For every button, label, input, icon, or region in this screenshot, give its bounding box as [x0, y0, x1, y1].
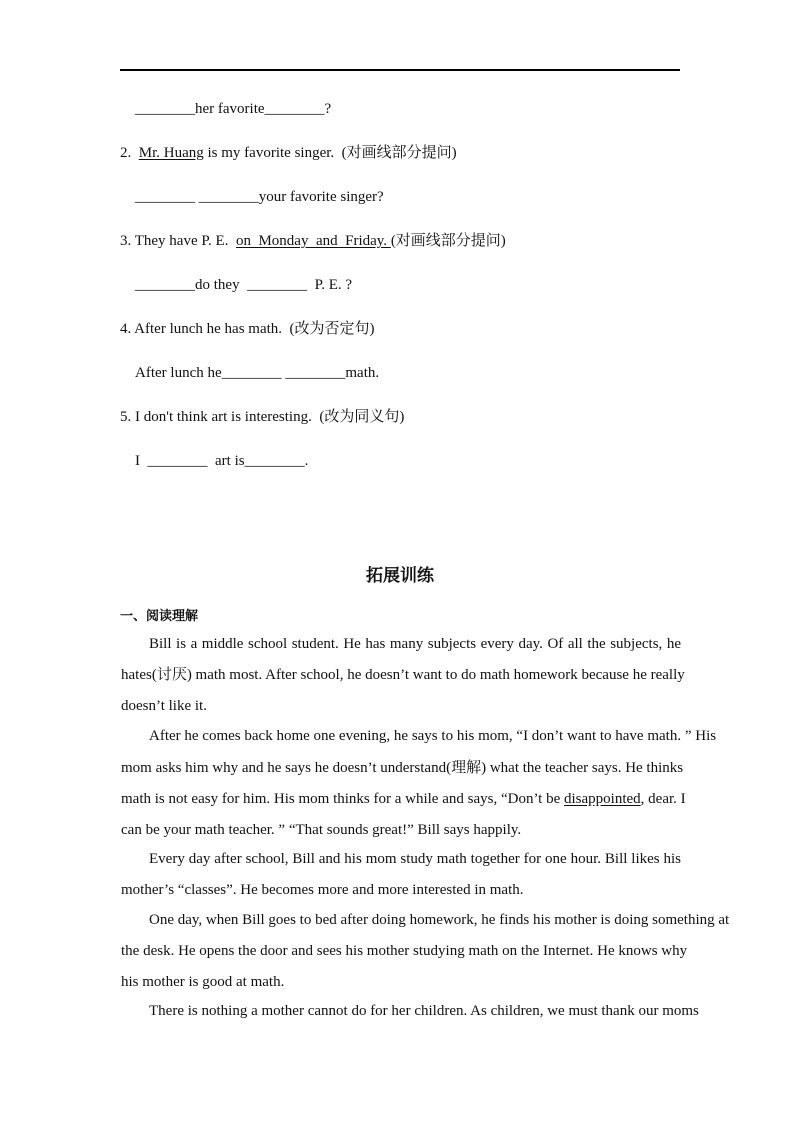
q5-hint: (改为同义句) — [319, 409, 405, 425]
q4-answer-line: After lunch he________ ________math. — [135, 365, 380, 381]
reading-line: One day, when Bill goes to bed after doing homework, he finds his mother is doing something at — [149, 912, 730, 928]
q5-text: 5. I don't think art is interesting. — [120, 409, 312, 425]
q2-number: 2. — [120, 145, 132, 161]
question-5 — [120, 407, 404, 427]
question-4 — [120, 319, 375, 339]
reading-line: mother’s “classes”. He becomes more and more interested in math. — [121, 882, 524, 898]
reading-line: Every day after school, Bill and his mom study math together for one hour. Bill likes his — [149, 851, 681, 867]
reading-line: hates(讨厌) math most. After school, he doesn’t want to do math homework because he really — [121, 667, 685, 683]
reading-line — [121, 789, 686, 809]
q2-text: is my favorite singer. — [203, 145, 335, 161]
reading-line: After he comes back home one evening, he says to his mom, “I don’t want to have math. ” His — [149, 728, 717, 744]
reading-line: can be your math teacher. ” “That sounds great!” Bill says happily. — [121, 822, 522, 838]
q5-answer-line: I ________ art is________. — [135, 453, 309, 469]
extension-title: 拓展训练 — [366, 566, 434, 586]
q3-underlined-phrase: on Monday and Friday. — [235, 233, 391, 249]
q3-hint: (对画线部分提问) — [390, 233, 506, 249]
q2-underlined-phrase: Mr. Huang — [138, 145, 204, 161]
underlined-word: disappointed — [564, 791, 641, 807]
reading-text: math is not easy for him. His mom thinks for a while and says, “Don’t be — [121, 791, 564, 807]
reading-line: the desk. He opens the door and sees his mother studying math on the Internet. He knows why — [121, 943, 688, 959]
q3-answer-line: ________do they ________ P. E. ? — [135, 277, 353, 293]
reading-line: Bill is a middle school student. He has many subjects every day. Of all the subjects, he — [149, 636, 681, 652]
top-rule — [120, 69, 680, 71]
reading-line: his mother is good at math. — [121, 974, 285, 990]
reading-section-title: 一、阅读理解 — [120, 609, 199, 624]
reading-text: , dear. I — [640, 791, 686, 807]
q2-answer-line: ________ ________your favorite singer? — [135, 189, 384, 205]
question-3 — [120, 231, 506, 251]
q4-hint: (改为否定句) — [289, 321, 375, 337]
reading-line: doesn’t like it. — [121, 698, 207, 714]
reading-line: There is nothing a mother cannot do for her children. As children, we must thank our moms — [149, 1003, 699, 1019]
q4-text: 4. After lunch he has math. — [120, 321, 283, 337]
question-2 — [120, 143, 457, 163]
q1-answer-line: ________her favorite________? — [135, 101, 332, 117]
q2-hint: (对画线部分提问) — [341, 145, 457, 161]
q3-text: 3. They have P. E. — [120, 233, 229, 249]
reading-line: mom asks him why and he says he doesn’t understand(理解) what the teacher says. He thinks — [121, 760, 684, 776]
